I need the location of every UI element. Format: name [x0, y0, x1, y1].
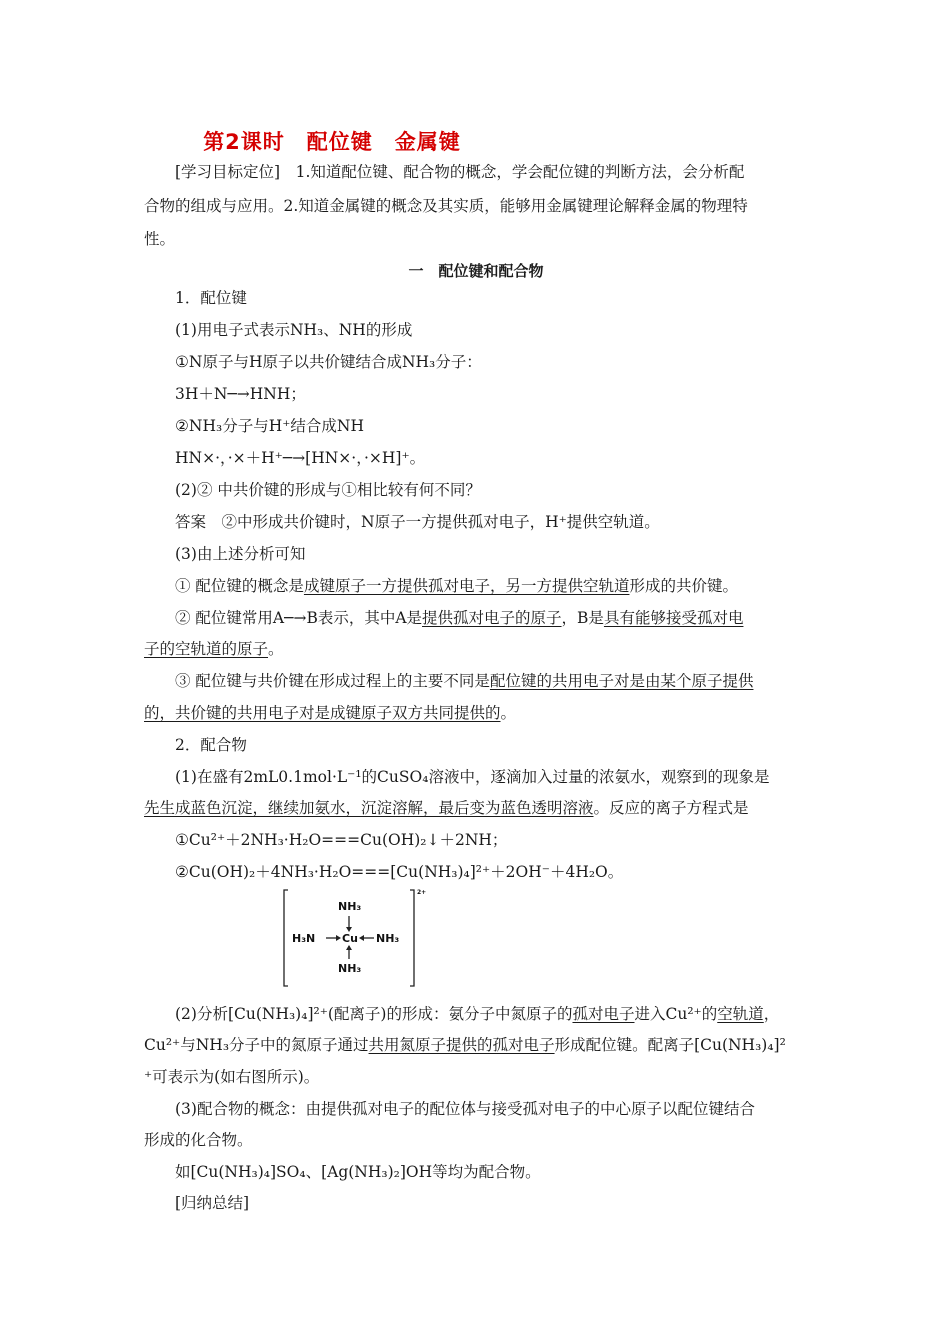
concept-2: ② 配位键常用A─→B表示，其中A是提供孤对电子的原子，B是具有能够接受孤对电 — [175, 609, 744, 627]
fill-in-answer: 先生成蓝色沉淀，继续加氨水，沉淀溶解，最后变为蓝色透明溶液 — [144, 799, 594, 817]
equation-2: HN×·，·×＋H⁺─→[HN×·，·×H]⁺。 — [175, 449, 426, 467]
question-1: (1)用电子式表示NH₃、NH的形成 — [175, 321, 413, 339]
question-2: (2)② 中共价键的形成与①相比较有何不同？ — [175, 481, 481, 499]
fill-in-answer: 成键原子一方提供孤对电子，另一方提供空轨道 — [303, 577, 630, 595]
paragraph-2-end: ⁺可表示为(如右图所示)。 — [144, 1068, 320, 1086]
subheading-coordinate-bond: 1．配位键 — [175, 289, 247, 307]
paragraph-4: 如[Cu(NH₃)₄]SO₄、[Ag(NH₃)₂]OH等均为配合物。 — [175, 1163, 541, 1181]
summary-label: [归纳总结] — [175, 1194, 250, 1212]
ligand-left: H₃N — [292, 932, 316, 945]
fill-in-answer: 共用氮原子提供的孤对电子 — [368, 1036, 555, 1054]
central-atom: Cu — [342, 932, 358, 945]
fill-in-answer: 子的空轨道的原子 — [144, 640, 269, 658]
concept-3-cont: 的，共价键的共用电子对是成键原子双方共同提供的。 — [144, 704, 517, 722]
ion-charge: 2+ — [417, 889, 427, 896]
paragraph-3: (3)配合物的概念：由提供孤对电子的配位体与接受孤对电子的中心原子以配位键结合 — [175, 1100, 755, 1118]
paragraph-3-cont: 形成的化合物。 — [144, 1131, 253, 1149]
ligand-top: NH₃ — [338, 900, 362, 913]
answer: 答案 ②中形成共价键时，N原子一方提供孤对电子，H⁺提供空轨道。 — [175, 513, 660, 531]
question-3: (3)由上述分析可知 — [175, 545, 306, 563]
paragraph-1-cont: 先生成蓝色沉淀，继续加氨水，沉淀溶解，最后变为蓝色透明溶液。反应的离子方程式是 — [144, 799, 749, 817]
fill-in-answer: 具有能够接受孤对电 — [603, 609, 744, 627]
fill-in-answer: 配位键的共用电子对是由某个原子提供 — [489, 672, 754, 690]
objectives-line-2: 合物的组成与应用。2.知道金属键的概念及其实质，能够用金属键理论解释金属的物理特 — [144, 197, 748, 215]
page-title: 第2课时 配位键 金属键 — [203, 130, 461, 154]
equation-a: ①Cu²⁺＋2NH₃·H₂O===Cu(OH)₂↓＋2NH； — [175, 831, 508, 849]
ligand-bottom: NH₃ — [338, 962, 362, 975]
objectives-text: 1.知道配位键、配合物的概念，学会配位键的判断方法，会分析配 — [295, 163, 745, 181]
objectives-line-1 — [175, 161, 744, 183]
question-1a: ①N原子与H原子以共价键结合成NH₃分子： — [175, 353, 482, 371]
ligand-right: NH₃ — [376, 932, 400, 945]
paragraph-1: (1)在盛有2mL0.1mol·L⁻¹的CuSO₄溶液中，逐滴加入过量的浓氨水，观察到的现象是 — [175, 768, 770, 786]
question-1b: ②NH₃分子与H⁺结合成NH — [175, 417, 364, 435]
fill-in-answer: 的，共价键的共用电子对是成键原子双方共同提供的 — [144, 704, 501, 722]
equation-1: 3H＋N─→HNH； — [175, 385, 306, 403]
fill-in-answer: 孤对电子 — [572, 1005, 635, 1023]
concept-1: ① 配位键的概念是成键原子一方提供孤对电子，另一方提供空轨道形成的共价键。 — [175, 577, 738, 595]
paragraph-2: (2)分析[Cu(NH₃)₄]²⁺(配离子)的形成：氨分子中氮原子的孤对电子进入Cu²⁺的空轨道， — [175, 1005, 780, 1023]
section-heading: 一 配位键和配合物 — [408, 262, 544, 280]
complex-ion-structure-figure — [282, 886, 554, 990]
concept-2-cont: 子的空轨道的原子。 — [144, 640, 284, 658]
concept-3: ③ 配位键与共价键在形成过程上的主要不同是配位键的共用电子对是由某个原子提供 — [175, 672, 754, 690]
fill-in-answer: 空轨道 — [717, 1005, 764, 1023]
objectives-line-3: 性。 — [144, 230, 176, 248]
paragraph-2-cont: Cu²⁺与NH₃分子中的氮原子通过共用氮原子提供的孤对电子形成配位键。配离子[Cu(NH₃)₄]² — [144, 1036, 786, 1054]
equation-b: ②Cu(OH)₂＋4NH₃·H₂O===[Cu(NH₃)₄]²⁺＋2OH⁻＋4H₂O。 — [175, 863, 624, 881]
subheading-complex: 2．配合物 — [175, 736, 247, 754]
objectives-label: [学习目标定位] — [175, 163, 281, 181]
fill-in-answer: 提供孤对电子的原子 — [422, 609, 562, 627]
